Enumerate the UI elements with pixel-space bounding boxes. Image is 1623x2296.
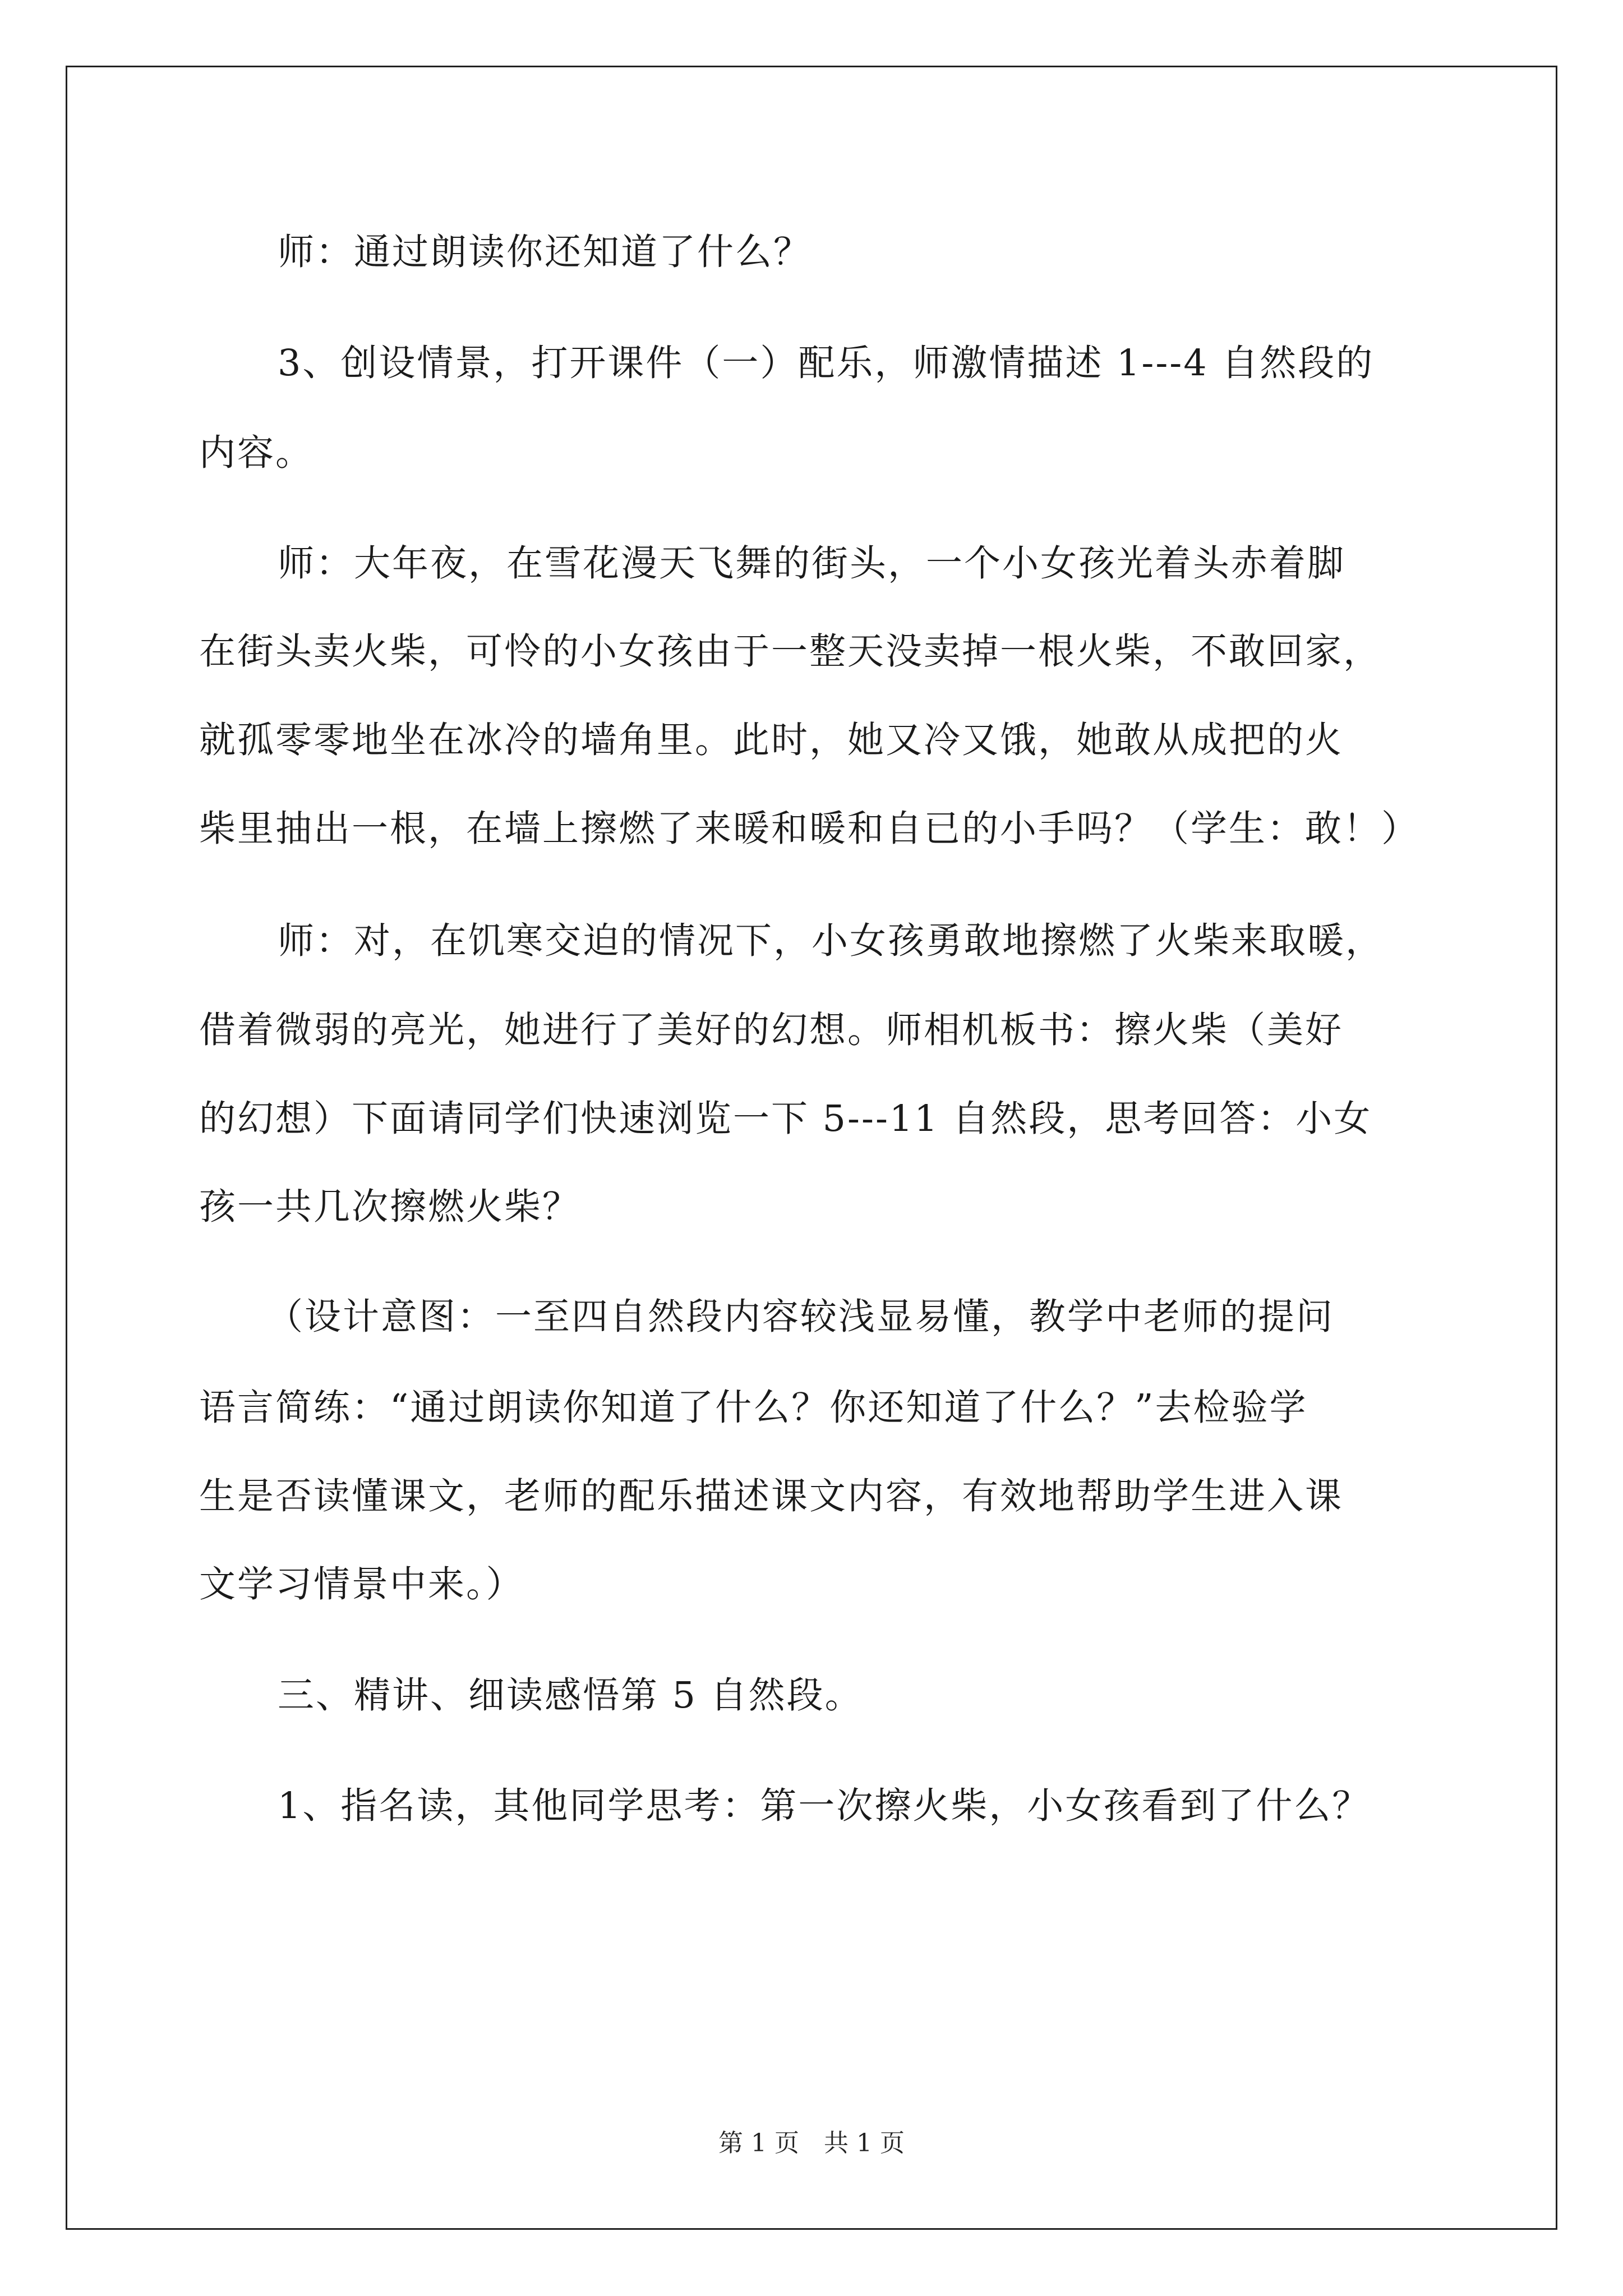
paragraph-line: 的幻想）下面请同学们快速浏览一下 5---11 自然段，思考回答：小女 bbox=[199, 1098, 1372, 1140]
paragraph-line: 内容。 bbox=[199, 432, 314, 474]
page-number: 第 1 页 共 1 页 bbox=[718, 2129, 905, 2157]
paragraph-line: 3、创设情景，打开课件（一）配乐，师激情描述 1---4 自然段的 bbox=[278, 342, 1375, 384]
paragraph-line: 在街头卖火柴，可怜的小女孩由于一整天没卖掉一根火柴，不敢回家， bbox=[199, 631, 1382, 673]
page-border bbox=[66, 66, 1557, 2230]
paragraph-line: 语言简练：“通过朗读你知道了什么？你还知道了什么？”去检验学 bbox=[199, 1387, 1308, 1429]
paragraph-line: 孩一共几次擦燃火柴？ bbox=[199, 1186, 581, 1228]
paragraph-line: 柴里抽出一根，在墙上擦燃了来暖和暖和自已的小手吗？（学生：敢！） bbox=[199, 808, 1420, 850]
paragraph-line: 师：通过朗读你还知道了什么？ bbox=[278, 231, 812, 273]
paragraph-line: 生是否读懂课文，老师的配乐描述课文内容，有效地帮助学生进入课 bbox=[199, 1475, 1344, 1517]
paragraph-line: 1、指名读，其他同学思考：第一次擦火柴，小女孩看到了什么？ bbox=[278, 1785, 1371, 1827]
paragraph-line: 师：大年夜，在雪花漫天飞舞的街头，一个小女孩光着头赤着脚 bbox=[278, 542, 1346, 585]
paragraph-line: （设计意图：一至四自然段内容较浅显易懂，教学中老师的提问 bbox=[266, 1296, 1335, 1338]
paragraph-line: 师：对，在饥寒交迫的情况下，小女孩勇敢地擦燃了火柴来取暖， bbox=[278, 920, 1384, 962]
paragraph-line: 文学习情景中来。） bbox=[199, 1563, 524, 1605]
paragraph-line: 就孤零零地坐在冰冷的墙角里。此时，她又冷又饿，她敢从成把的火 bbox=[199, 719, 1344, 761]
paragraph-line: 三、精讲、细读感悟第 5 自然段。 bbox=[278, 1674, 863, 1717]
paragraph-line: 借着微弱的亮光，她进行了美好的幻想。师相机板书：擦火柴（美好 bbox=[199, 1009, 1344, 1051]
